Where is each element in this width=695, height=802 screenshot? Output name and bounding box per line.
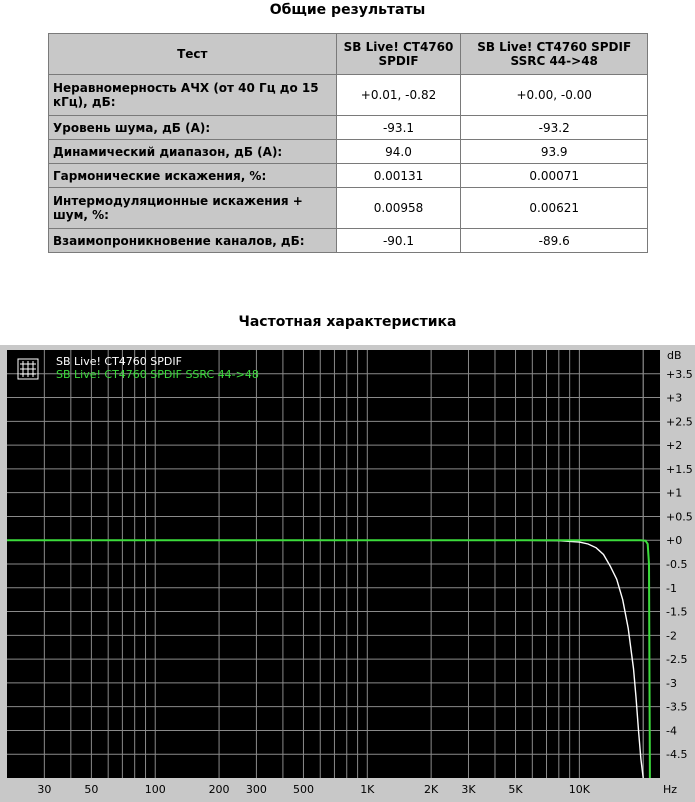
legend-entry-1: SB Live! CT4760 SPDIF: [56, 355, 182, 368]
table-row: [49, 164, 648, 188]
y-tick-label: +2.5: [666, 415, 693, 429]
y-tick-label: -1.5: [666, 605, 688, 619]
x-tick-label: 1K: [360, 783, 375, 796]
row-value-b: 93.9: [461, 140, 648, 164]
y-tick-label: +1.5: [666, 462, 693, 476]
x-tick-label: 5K: [508, 783, 523, 796]
legend-entry-2: SB Live! CT4760 SPDIF SSRC 44->48: [56, 368, 259, 381]
table-header-row: [49, 34, 648, 75]
results-table: [48, 33, 648, 253]
y-tick-label: -4.5: [666, 748, 688, 762]
y-tick-label: -3.5: [666, 700, 688, 714]
row-value-b: -89.6: [461, 229, 648, 253]
x-tick-label: 50: [84, 783, 99, 796]
header-device-b: SB Live! CT4760 SPDIF SSRC 44->48: [461, 34, 648, 75]
y-tick-label: +0: [666, 534, 683, 548]
row-label: Интермодуляционные искажения + шум, %:: [49, 188, 337, 229]
x-axis-label: Hz: [662, 783, 678, 796]
x-tick-label: 2K: [424, 783, 439, 796]
row-value-a: 94.0: [336, 140, 461, 164]
row-label: Уровень шума, дБ (А):: [49, 116, 337, 140]
frequency-response-chart: [0, 345, 695, 802]
y-tick-label: -4: [666, 724, 677, 738]
table-row: [49, 75, 648, 116]
row-value-b: -93.2: [461, 116, 648, 140]
row-label: Динамический диапазон, дБ (А):: [49, 140, 337, 164]
row-value-b: 0.00621: [461, 188, 648, 229]
row-value-b: 0.00071: [461, 164, 648, 188]
chart-title: Частотная характеристика: [238, 314, 457, 330]
y-tick-label: -1: [666, 581, 677, 595]
y-tick-label: +3.5: [666, 367, 693, 381]
x-tick-label: 100: [144, 783, 166, 796]
row-value-a: -90.1: [336, 229, 461, 253]
y-tick-label: -0.5: [666, 558, 688, 571]
header-device-a: SB Live! CT4760 SPDIF: [336, 34, 461, 75]
y-tick-label: +0.5: [666, 510, 693, 524]
row-value-a: 0.00131: [336, 164, 461, 188]
header-test: Тест: [49, 34, 337, 75]
x-tick-label: 500: [292, 783, 314, 796]
y-axis-label: dB: [667, 349, 682, 362]
row-label: Взаимопроникновение каналов, дБ:: [49, 229, 337, 253]
x-tick-label: 300: [245, 783, 267, 796]
row-value-a: +0.01, -0.82: [336, 75, 461, 116]
y-tick-label: -3: [666, 676, 677, 690]
row-label: Неравномерность АЧХ (от 40 Гц до 15 кГц), дБ:: [49, 75, 337, 116]
y-tick-label: -2: [666, 629, 677, 643]
row-value-a: 0.00958: [336, 188, 461, 229]
row-value-a: -93.1: [336, 116, 461, 140]
y-tick-label: -2.5: [666, 653, 688, 667]
table-row: [49, 116, 648, 140]
x-tick-label: 200: [208, 783, 230, 796]
x-tick-label: 3K: [461, 783, 476, 796]
table-row: [49, 229, 648, 253]
table-row: [49, 140, 648, 164]
row-value-b: +0.00, -0.00: [461, 75, 648, 116]
x-tick-label: 10K: [568, 783, 590, 796]
x-tick-label: 30: [37, 783, 52, 796]
table-row: [49, 188, 648, 229]
y-tick-label: +2: [666, 439, 683, 453]
y-tick-label: +3: [666, 391, 683, 405]
y-tick-label: +1: [666, 486, 683, 500]
summary-title: Общие результаты: [269, 2, 426, 18]
row-label: Гармонические искажения, %:: [49, 164, 337, 188]
